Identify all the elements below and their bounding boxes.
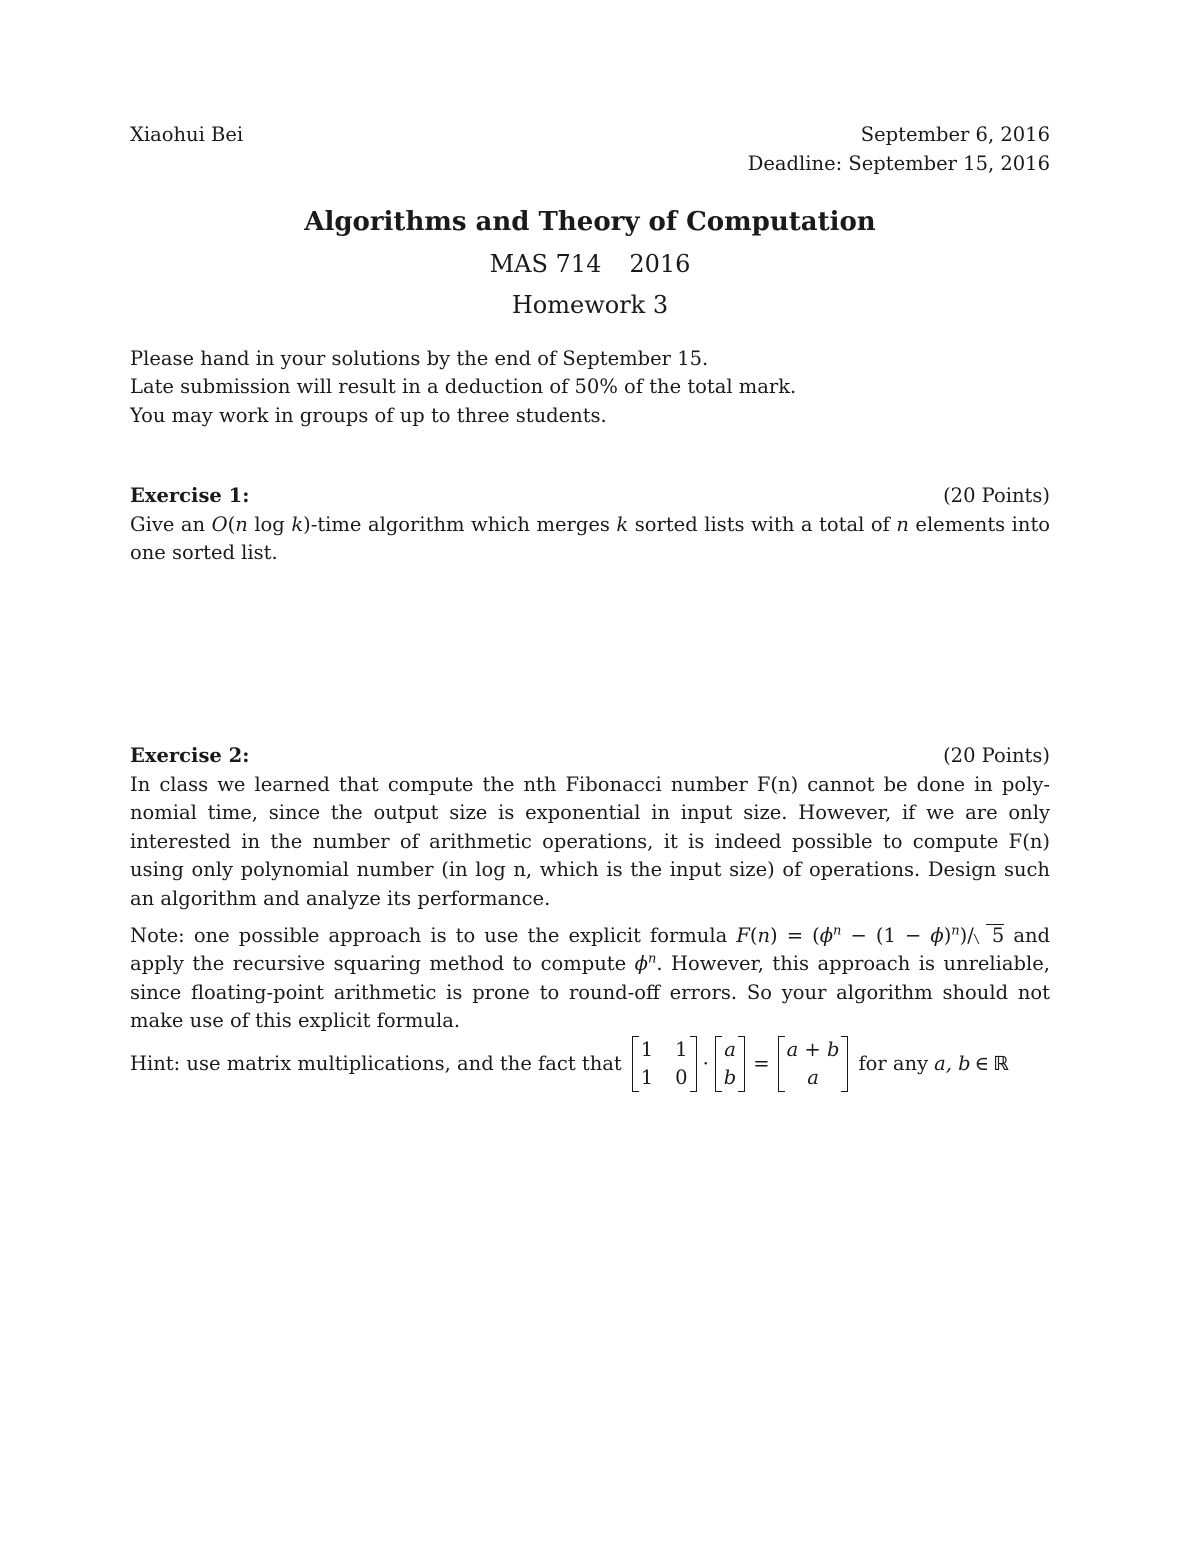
exercise2-body (130, 771, 1050, 913)
exercise2-points: (20 Points) (943, 744, 1050, 767)
issue-date: September 6, 2016 (860, 123, 1050, 146)
homework-number: Homework 3 (511, 291, 669, 319)
course-code-line (0, 247, 1180, 281)
hint-line: Hint: use matrix multiplications, and the fact that 1 1 1 0 · a b = a + b a for any a, b ∈ ℝ (130, 1034, 1009, 1094)
instructions (130, 345, 1050, 430)
exercise1-heading: Exercise 1: (130, 484, 250, 507)
exercise2-line: interested in the number of arithmetic operations, it is indeed possible to compute F(n) (130, 829, 1050, 853)
explicit-formula: $F(n) = (\phi^n - (1 - \phi)^n)/$ 5 (736, 924, 1004, 947)
element-of: ∈ (974, 1051, 990, 1075)
fib-matrix: 1 1 1 0 (632, 1036, 697, 1092)
hint-suffix: for any (858, 1051, 929, 1075)
vector-result: a + b a (778, 1036, 849, 1092)
exercise2-line: In class we learned that compute the nth Fibonacci number F(n) cannot be done in poly- (130, 773, 1050, 796)
hint-vars: a, b (934, 1051, 971, 1075)
instruction-line: You may work in groups of up to three students. (130, 403, 607, 427)
reals-symbol: ℝ (993, 1051, 1009, 1075)
exercise1-points: (20 Points) (943, 484, 1050, 507)
exercise2-line: using only polynomial number (in log n, which is the input size) of operations. Design such (130, 858, 1050, 882)
course-code: MAS 714 (489, 250, 602, 278)
course-title: Algorithms and Theory of Computation (304, 207, 876, 237)
note-line: Note: one possible approach is to use the explicit formula $F(n) = (\phi^n - (1 - \phi)^n)/$ 5 and (130, 922, 1050, 950)
note-line: make use of this explicit formula. (130, 1009, 461, 1033)
vector-ab: a b (715, 1036, 745, 1092)
exercise1-line: Give an O(n log k)-time algorithm which merges k sorted lists with a total of n elements into (130, 513, 1051, 536)
instruction-line: Late submission will result in a deduction of 50% of the total mark. (130, 375, 797, 399)
exercise2-note (130, 922, 1050, 1036)
exercise2-line: an algorithm and analyze its performance. (130, 886, 551, 910)
exercise2-heading: Exercise 2: (130, 744, 250, 767)
course-year: 2016 (629, 250, 691, 278)
deadline: Deadline: September 15, 2016 (747, 152, 1050, 175)
author-name: Xiaohui Bei (130, 123, 244, 146)
note-line: apply the recursive squaring method to compute $\phi^n$. However, this approach is unreliable, (130, 951, 1050, 976)
instruction-line: Please hand in your solutions by the end of September 15. (130, 347, 709, 370)
exercise1-line: one sorted list. (130, 541, 278, 565)
hint-prefix: Hint: use matrix multiplications, and the fact that (130, 1051, 622, 1075)
note-line: since floating-point arithmetic is prone to round-off errors. So your algorithm should not (130, 980, 1050, 1004)
exercise2-line: nomial time, since the output size is exponential in input size. However, if we are only (130, 801, 1050, 825)
exercise1-body (130, 511, 1050, 568)
